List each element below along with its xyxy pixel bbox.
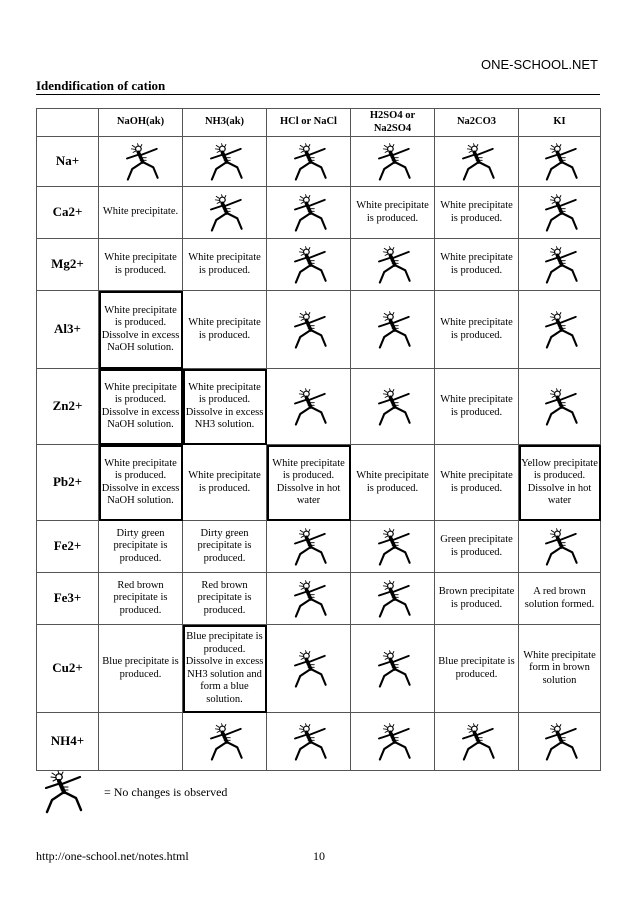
col-header: NaOH(ak) xyxy=(99,109,183,137)
ion-label: Mg2+ xyxy=(37,239,99,291)
dancing-figure-icon xyxy=(372,141,414,183)
no-change-cell xyxy=(351,573,435,625)
no-change-cell xyxy=(267,521,351,573)
no-change-cell xyxy=(267,369,351,445)
ion-label: Ca2+ xyxy=(37,187,99,239)
observation-cell: White precipitate is produced. xyxy=(351,187,435,239)
no-change-cell xyxy=(351,239,435,291)
dancing-figure-icon xyxy=(372,386,414,428)
no-change-cell xyxy=(519,137,601,187)
no-change-cell xyxy=(267,187,351,239)
ion-label: Fe3+ xyxy=(37,573,99,625)
ion-label: Na+ xyxy=(37,137,99,187)
observation-cell: White precipitate is produced. xyxy=(183,291,267,369)
observation-cell: White precipitate is produced. Dissolve in excess NaOH solution. xyxy=(99,369,183,445)
dancing-figure-icon xyxy=(456,141,498,183)
no-change-cell xyxy=(351,291,435,369)
table-row xyxy=(37,291,601,369)
observation-cell: A red brown solution formed. xyxy=(519,573,601,625)
no-change-cell xyxy=(183,187,267,239)
no-change-cell xyxy=(435,713,519,771)
no-change-cell xyxy=(351,625,435,713)
observation-cell: Brown precipitate is produced. xyxy=(435,573,519,625)
site-name: ONE-SCHOOL.NET xyxy=(480,57,598,72)
observation-cell: White precipitate form in brown solution xyxy=(519,625,601,713)
no-change-cell xyxy=(183,713,267,771)
no-change-cell xyxy=(267,137,351,187)
col-header: KI xyxy=(519,109,601,137)
dancing-figure-icon xyxy=(539,386,581,428)
dancing-figure-icon xyxy=(288,386,330,428)
observation-cell: Red brown precipitate is produced. xyxy=(99,573,183,625)
table-row xyxy=(37,445,601,521)
no-change-cell xyxy=(183,137,267,187)
table-row xyxy=(37,625,601,713)
observation-cell: White precipitate is produced. Dissolve in excess NaOH solution. xyxy=(99,445,183,521)
observation-cell: Blue precipitate is produced. xyxy=(99,625,183,713)
dancing-figure-icon xyxy=(204,192,246,234)
table-row xyxy=(37,187,601,239)
table-row xyxy=(37,573,601,625)
observation-cell: White precipitate is produced. xyxy=(435,187,519,239)
ion-label: Al3+ xyxy=(37,291,99,369)
heading-rule xyxy=(36,94,600,95)
no-change-cell xyxy=(267,291,351,369)
observation-cell: White precipitate is produced. Dissolve in hot water xyxy=(267,445,351,521)
no-change-cell xyxy=(435,137,519,187)
cation-table xyxy=(36,108,601,771)
observation-cell: Red brown precipitate is produced. xyxy=(183,573,267,625)
col-header: HCl or NaCl xyxy=(267,109,351,137)
dancing-figure-icon xyxy=(372,721,414,763)
no-change-cell xyxy=(519,521,601,573)
dancing-figure-icon xyxy=(539,309,581,351)
observation-cell: White precipitate is produced. xyxy=(435,239,519,291)
table-row xyxy=(37,713,601,771)
col-header: H2SO4 or Na2SO4 xyxy=(351,109,435,137)
observation-cell: White precipitate is produced. xyxy=(183,445,267,521)
observation-cell: Yellow precipitate is produced. Dissolve in hot water xyxy=(519,445,601,521)
no-change-cell xyxy=(519,369,601,445)
dancing-figure-icon xyxy=(539,526,581,568)
table-row xyxy=(37,239,601,291)
observation-cell: Blue precipitate is produced. Dissolve in excess NH3 solution and form a blue solution. xyxy=(183,625,267,713)
observation-cell: Blue precipitate is produced. xyxy=(435,625,519,713)
ion-label: Pb2+ xyxy=(37,445,99,521)
dancing-figure-icon xyxy=(288,244,330,286)
no-change-cell xyxy=(267,625,351,713)
no-change-cell xyxy=(99,137,183,187)
dancing-figure-icon xyxy=(288,648,330,690)
dancing-figure-icon xyxy=(372,648,414,690)
dancing-figure-icon xyxy=(539,244,581,286)
observation-cell: Dirty green precipitate is produced. xyxy=(99,521,183,573)
ion-label: Cu2+ xyxy=(37,625,99,713)
footer-url: http://one-school.net/notes.html xyxy=(36,849,189,863)
header-row xyxy=(37,109,601,137)
dancing-figure-icon xyxy=(288,141,330,183)
dancing-figure-icon xyxy=(456,721,498,763)
dancing-figure-icon xyxy=(372,244,414,286)
no-change-cell xyxy=(519,291,601,369)
dancing-figure-icon xyxy=(288,192,330,234)
no-change-cell xyxy=(267,239,351,291)
dancing-figure-icon xyxy=(120,141,162,183)
dancing-figure-icon xyxy=(372,309,414,351)
legend xyxy=(38,768,227,816)
no-change-cell xyxy=(351,369,435,445)
no-change-cell xyxy=(519,713,601,771)
dancing-figure-icon xyxy=(288,721,330,763)
legend-text: = No changes is observed xyxy=(104,784,228,799)
ion-label: Fe2+ xyxy=(37,521,99,573)
dancing-figure-icon xyxy=(539,192,581,234)
observation-cell: White precipitate is produced. xyxy=(99,239,183,291)
dancing-figure-icon xyxy=(372,526,414,568)
observation-cell: Green precipitate is produced. xyxy=(435,521,519,573)
dancing-figure-icon xyxy=(288,309,330,351)
no-change-cell xyxy=(351,521,435,573)
dancing-figure-icon xyxy=(288,526,330,568)
observation-cell: White precipitate is produced. xyxy=(183,239,267,291)
dancing-figure-icon xyxy=(539,721,581,763)
no-change-cell xyxy=(267,713,351,771)
ion-label: Zn2+ xyxy=(37,369,99,445)
section-heading: Idendification of cation xyxy=(36,78,166,93)
observation-cell: White precipitate is produced. xyxy=(435,291,519,369)
table-row xyxy=(37,521,601,573)
dancing-figure-icon xyxy=(204,141,246,183)
table-row xyxy=(37,137,601,187)
observation-cell: Dirty green precipitate is produced. xyxy=(183,521,267,573)
observation-cell: White precipitate. xyxy=(99,187,183,239)
no-change-cell xyxy=(351,713,435,771)
corner-cell xyxy=(37,109,99,137)
observation-cell: White precipitate is produced. xyxy=(351,445,435,521)
no-change-cell xyxy=(351,137,435,187)
table-row xyxy=(37,369,601,445)
no-change-cell xyxy=(519,187,601,239)
no-change-cell xyxy=(519,239,601,291)
observation-cell: White precipitate is produced. Dissolve in excess NaOH solution. xyxy=(99,291,183,369)
ion-label: NH4+ xyxy=(37,713,99,771)
dancing-figure-icon xyxy=(38,768,86,816)
page-number: 10 xyxy=(313,849,325,863)
observation-cell xyxy=(99,713,183,771)
dancing-figure-icon xyxy=(288,578,330,620)
observation-cell: White precipitate is produced. xyxy=(435,369,519,445)
observation-cell: White precipitate is produced. xyxy=(435,445,519,521)
observation-cell: White precipitate is produced. Dissolve in excess NH3 solution. xyxy=(183,369,267,445)
col-header: NH3(ak) xyxy=(183,109,267,137)
col-header: Na2CO3 xyxy=(435,109,519,137)
dancing-figure-icon xyxy=(204,721,246,763)
dancing-figure-icon xyxy=(539,141,581,183)
dancing-figure-icon xyxy=(372,578,414,620)
no-change-cell xyxy=(267,573,351,625)
